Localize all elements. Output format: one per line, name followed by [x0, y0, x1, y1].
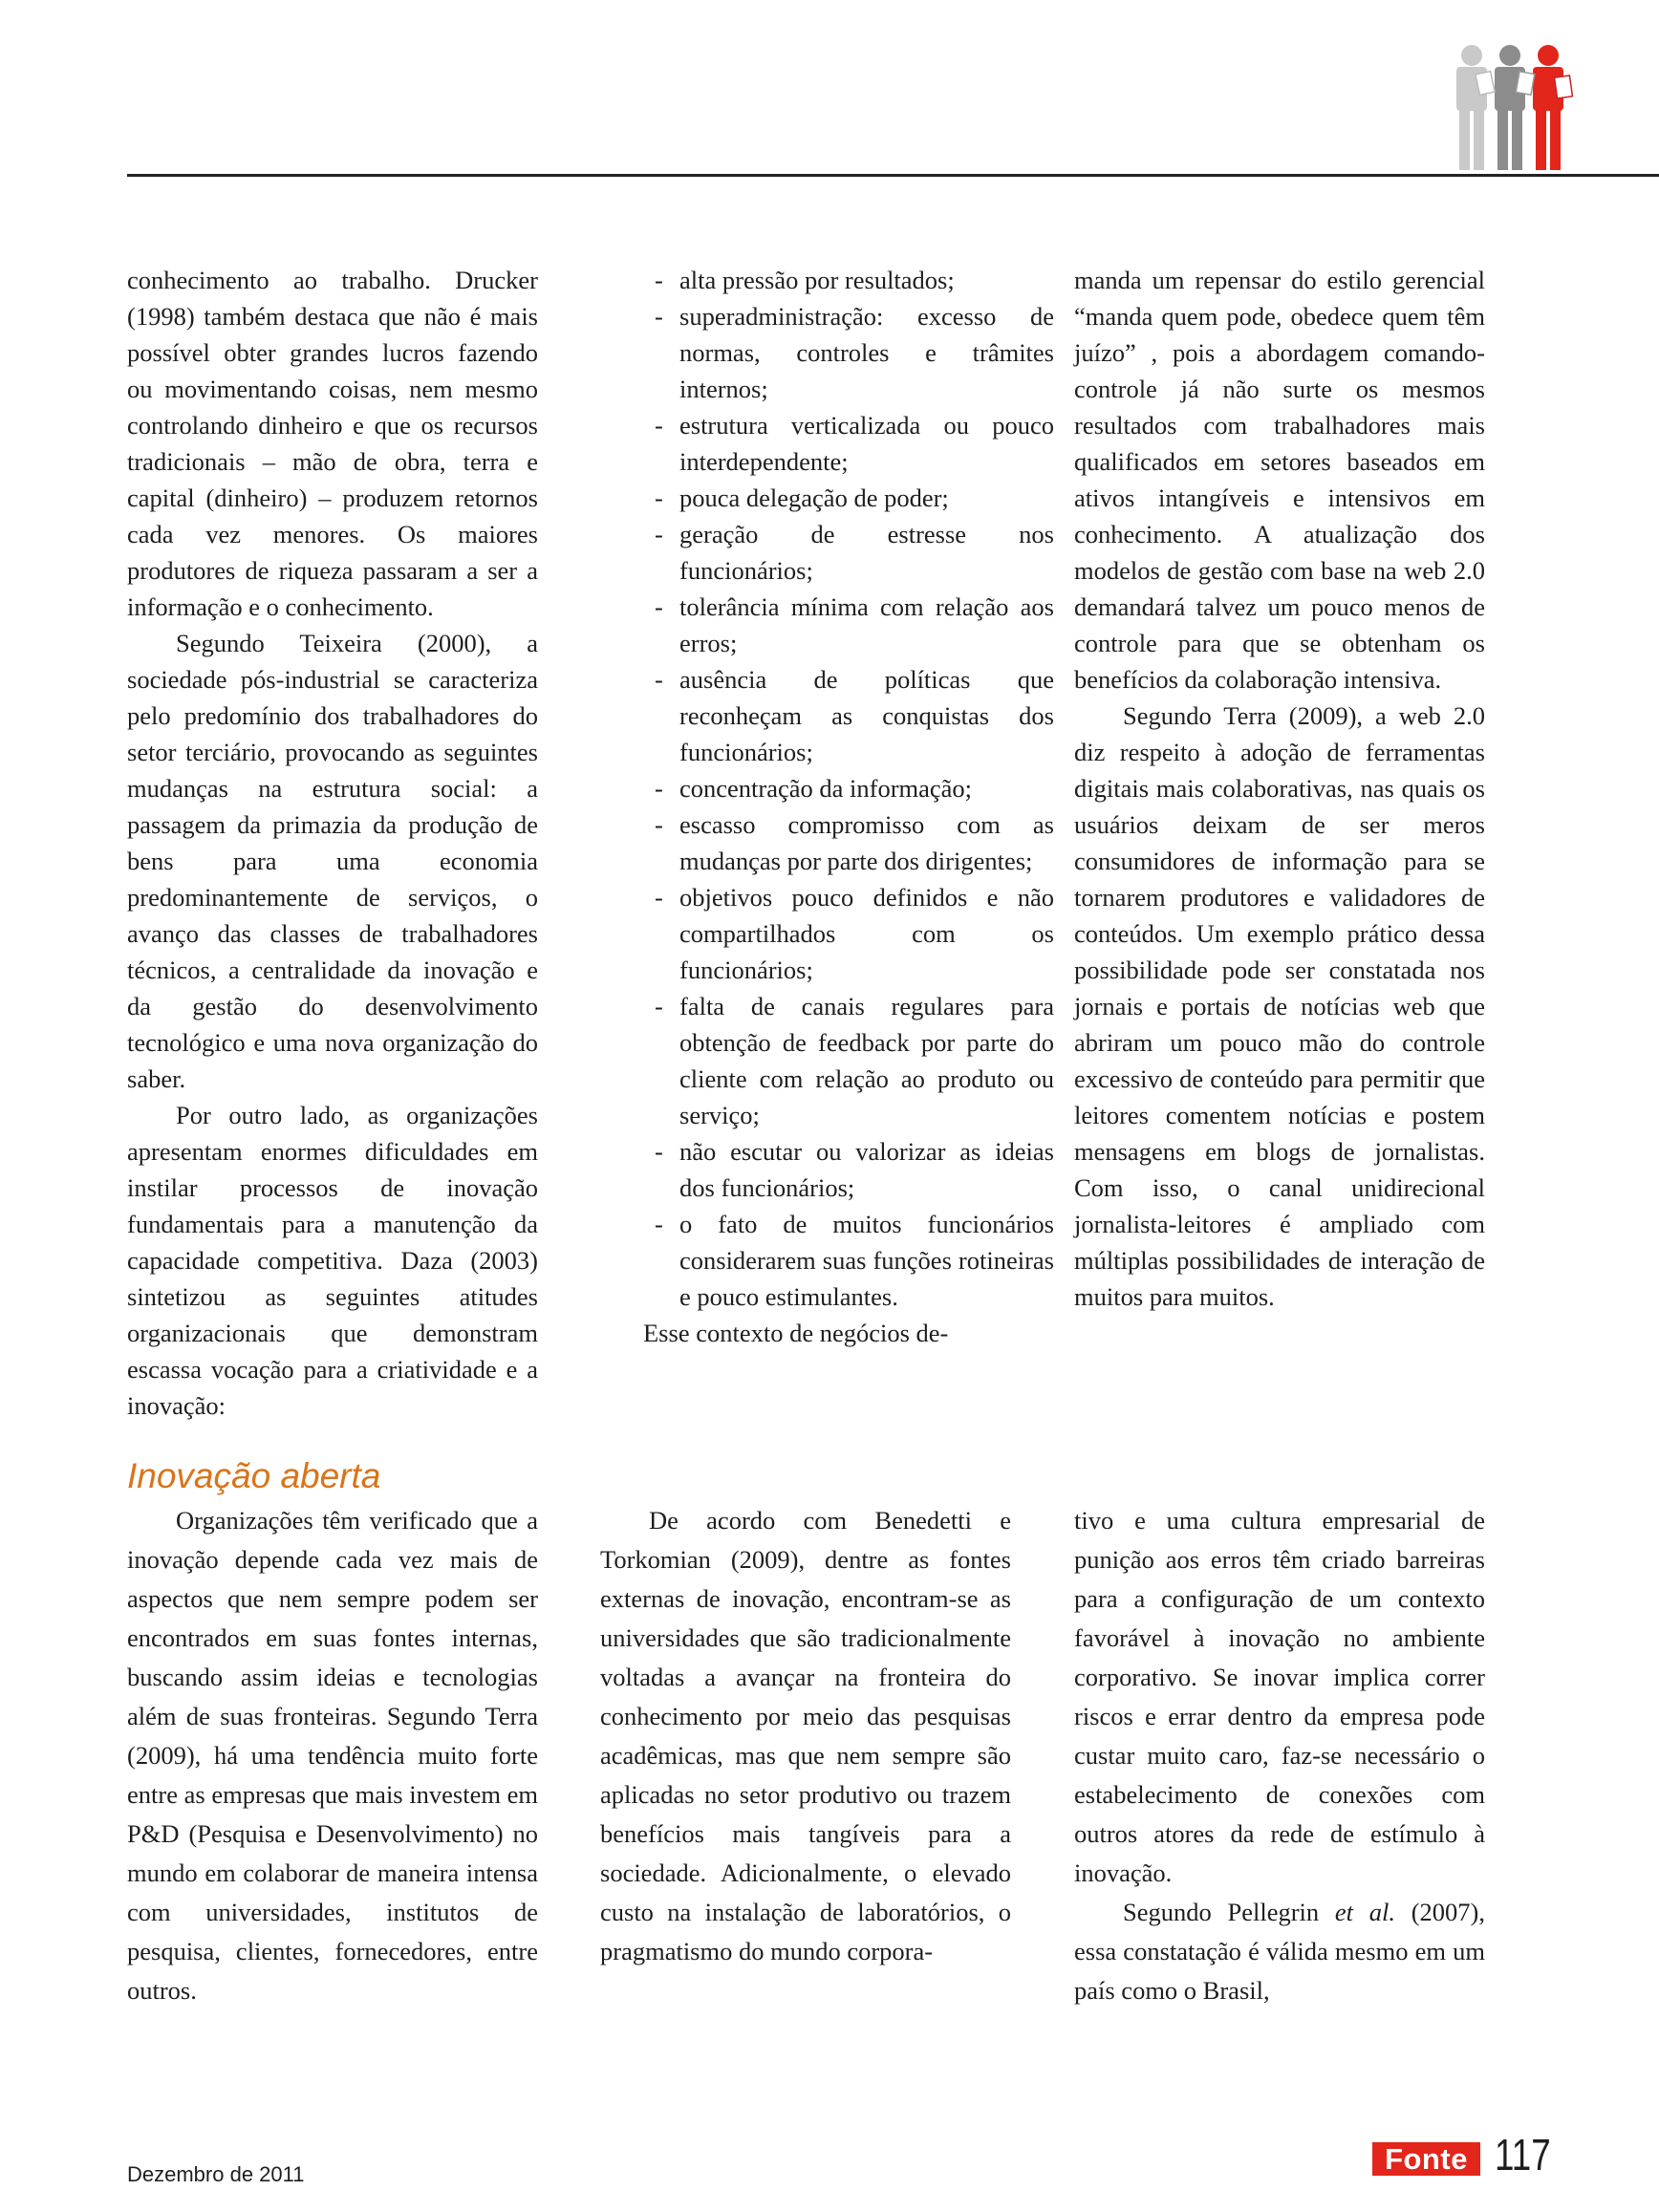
paragraph: manda um repensar do estilo gerencial “manda quem pode, obedece quem têm juízo” , pois a abordagem comando-controle já não surte os mesmos resultados com trabalhadores mais qualificados em setores baseados em ativos intangíveis e intensivos em conhecimento. A atualização dos modelos de gestão com base na web 2.0 demandará talvez um pouco menos de controle para que se obtenham os benefícios da colaboração intensiva. — [1074, 266, 1485, 694]
column-1-bottom — [127, 1501, 538, 2010]
page-number: 117 — [1495, 2130, 1551, 2180]
list-item: - escasso compromisso com as mudanças por parte dos dirigentes; — [643, 806, 1054, 879]
bullet-list — [643, 262, 1054, 1315]
column-3-top — [1074, 262, 1485, 1315]
paragraph: Esse contexto de negócios de- — [643, 1319, 949, 1347]
list-item: - superadministração: excesso de normas, controles e trâmites internos; — [643, 298, 1054, 407]
list-item: - pouca delegação de poder; — [643, 480, 1054, 516]
text-run: Segundo Pellegrin — [1123, 1898, 1335, 1926]
paragraph: tivo e uma cultura empresarial de punição aos erros têm criado barreiras para a configuração de um contexto favorável à inovação no ambiente corporativo. Se inovar implica correr riscos e errar dentro da empresa pode custar muito caro, faz-se necessário o estabelecimento de conexões com outros atores da rede de estímulo à inovação. — [1074, 1506, 1485, 1887]
column-2-bottom — [600, 1501, 1011, 1971]
list-item: - tolerância mínima com relação aos erros; — [643, 589, 1054, 661]
list-item: - não escutar ou valorizar as ideias dos funcionários; — [643, 1133, 1054, 1206]
list-item: - geração de estresse nos funcionários; — [643, 516, 1054, 589]
list-item: - o fato de muitos funcionários considerarem suas funções rotineiras e pouco estimulantes. — [643, 1206, 1054, 1315]
paragraph: conhecimento ao trabalho. Drucker (1998) também destaca que não é mais possível obter grandes lucros fazendo ou movimentando coisas, nem mesmo controlando dinheiro e que os recursos tradicionais – mão de obra, terra e capital (dinheiro) – produzem retornos cada vez menores. Os maiores produtores de riqueza passaram a ser a informação e o conhecimento. — [127, 266, 538, 621]
paragraph: Segundo Teixeira (2000), a sociedade pós-industrial se caracteriza pelo predomínio dos trabalhadores do setor terciário, provocando as seguintes mudanças na estrutura social: a passagem da primazia da produção de bens para uma economia predominantemente de serviços, o avanço das classes de trabalhadores técnicos, a centralidade da inovação e da gestão do desenvolvimento tecnológico e uma nova organização do saber. — [127, 629, 538, 1093]
list-item: - objetivos pouco definidos e não compartilhados com os funcionários; — [643, 879, 1054, 988]
three-people-figures-icon — [1449, 44, 1583, 172]
list-item: - falta de canais regulares para obtenção de feedback por parte do cliente com relação ao produto ou serviço; — [643, 988, 1054, 1133]
paragraph: De acordo com Benedetti e Torkomian (2009), dentre as fontes externas de inovação, encontram-se as universidades que são tradicionalmente voltadas a avançar na fronteira do conhecimento por meio das pesquisas acadêmicas, mas que nem sempre são aplicadas no setor produtivo ou trazem benefícios mais tangíveis para a sociedade. Adicionalmente, o elevado custo na instalação de laboratórios, o pragmatismo do mundo corpora- — [600, 1506, 1011, 1965]
header-rule — [127, 174, 1659, 177]
brand-logo — [1372, 2142, 1480, 2176]
column-2-top — [643, 262, 1054, 1351]
paragraph: Por outro lado, as organizações apresentam enormes dificuldades em instilar processos de inovação fundamentais para a manutenção da capacidade competitiva. Daza (2003) sintetizou as seguintes atitudes organizacionais que demonstram escassa vocação para a criatividade e a inovação: — [127, 1101, 538, 1420]
paragraph: Segundo Terra (2009), a web 2.0 diz respeito à adoção de ferramentas digitais mais colaborativas, nas quais os usuários deixam de ser meros consumidores de informação para se tornarem produtores e validadores de conteúdos. Um exemplo prático dessa possibilidade pode ser constatada nos jornais e portais de notícias web que abriram um pouco mão do controle excessivo de conteúdo para permitir que leitores comentem notícias e postem mensagens em blogs de jornalistas. Com isso, o canal unidirecional jornalista-leitores é ampliado com múltiplas possibilidades de interação de muitos para muitos. — [1074, 701, 1485, 1311]
list-item: - alta pressão por resultados; — [643, 262, 1054, 298]
section-heading: Inovação aberta — [127, 1456, 381, 1495]
italic-text: et al. — [1334, 1898, 1395, 1926]
brand-label: Fonte — [1385, 2141, 1468, 2176]
paragraph: Organizações têm verificado que a inovação depende cada vez mais de aspectos que nem sempre podem ser encontrados em suas fontes internas, buscando assim ideias e tecnologias além de suas fronteiras. Segundo Terra (2009), há uma tendência muito forte entre as empresas que mais investem em P&D (Pesquisa e Desenvolvimento) no mundo em colaborar de maneira intensa com universidades, institutos de pesquisa, clientes, fornecedores, entre outros. — [127, 1506, 538, 2005]
list-item: - concentração da informação; — [643, 770, 1054, 806]
column-3-bottom — [1074, 1501, 1485, 2010]
paragraph — [1074, 1893, 1485, 2010]
footer-date: Dezembro de 2011 — [127, 2162, 305, 2186]
list-item: - ausência de políticas que reconheçam as conquistas dos funcionários; — [643, 661, 1054, 770]
column-1-top — [127, 262, 538, 1424]
list-item: - estrutura verticalizada ou pouco interdependente; — [643, 407, 1054, 480]
text-run: (2007), essa constatação é válida mesmo em um país como o Brasil, — [1074, 1898, 1485, 2005]
